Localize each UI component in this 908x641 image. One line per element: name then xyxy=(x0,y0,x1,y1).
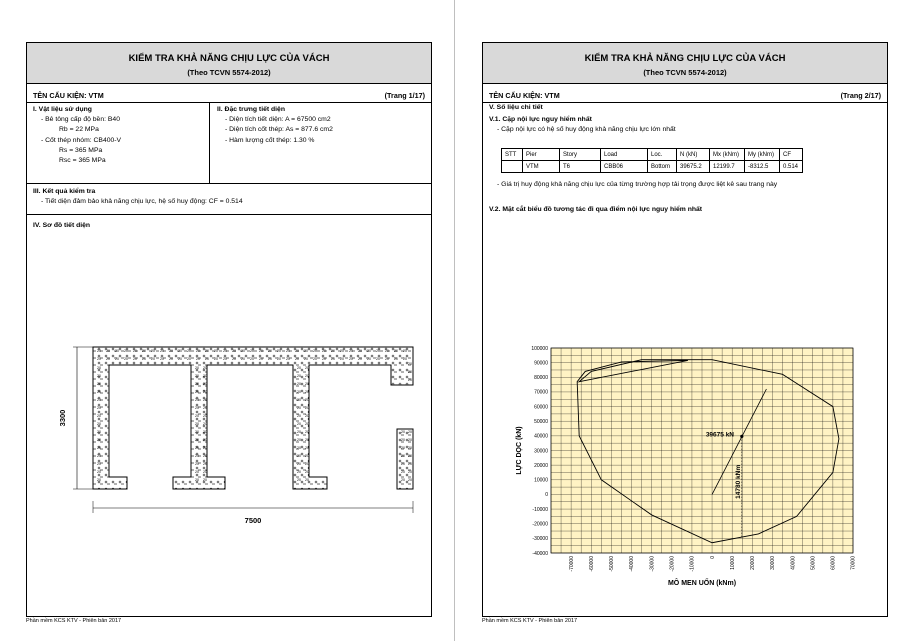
rebar-label: 20 xyxy=(408,430,412,434)
rebar-label: 20 xyxy=(97,438,101,442)
rebar-label: 20 xyxy=(223,357,227,361)
materials-heading: I. Vật liệu sử dụng xyxy=(33,106,92,113)
rebar-label: 20 xyxy=(203,382,207,386)
interaction-diagram xyxy=(483,293,887,593)
page-1-component-bar xyxy=(27,88,431,103)
rebar-label: 20 xyxy=(97,374,101,378)
table-row xyxy=(502,161,803,173)
rebar-label: 20 xyxy=(305,382,309,386)
rebar-label: 20 xyxy=(259,349,263,353)
component-name: TÊN CẤU KIỆN: VTM xyxy=(33,90,104,100)
th-mx: Mx (kNm) xyxy=(710,149,745,161)
page-number: (Trang 1/17) xyxy=(384,90,425,100)
rebar-label: 20 xyxy=(304,349,308,353)
rebar-label: 20 xyxy=(241,357,245,361)
v1-note: - Giá trị huy động khả năng chịu lực của từng trường hợp tải trọng được liệt kê sau trang này xyxy=(497,181,778,188)
y-tick-label: 100000 xyxy=(531,345,548,352)
y-tick-label: -10000 xyxy=(532,506,548,513)
v1-heading: V.1. Cặp nội lực nguy hiểm nhất xyxy=(489,116,592,124)
rebar-label: 20 xyxy=(305,398,309,402)
rebar-label: 20 xyxy=(97,430,101,434)
td-my: -8312.5 xyxy=(745,161,780,173)
y-tick-label: -40000 xyxy=(532,550,548,557)
rebar-label: 20 xyxy=(305,454,309,458)
wall-section-outline xyxy=(93,347,413,489)
rebar-label: 20 xyxy=(133,349,137,353)
rebar-label: 20 xyxy=(408,378,412,382)
x-tick-label: 10000 xyxy=(729,556,736,570)
rebar-label: 20 xyxy=(203,454,207,458)
page-2-subtitle: (Theo TCVN 5574-2012) xyxy=(643,68,727,77)
page-1-frame xyxy=(26,42,432,617)
rebar-label: 20 xyxy=(203,430,207,434)
x-tick-labels xyxy=(569,556,857,572)
rebar-label: 20 xyxy=(297,422,301,426)
rebar-label: 20 xyxy=(305,438,309,442)
y-tick-label: 40000 xyxy=(534,433,548,440)
rebar-label: 20 xyxy=(97,454,101,458)
rebar-label: 20 xyxy=(385,349,389,353)
rebar-label: 20 xyxy=(232,349,236,353)
report-page-1 xyxy=(26,0,446,641)
rebar-label: 20 xyxy=(203,390,207,394)
rebar-label: 20 xyxy=(322,357,326,361)
section-v-heading: V. Số liệu chi tiết xyxy=(489,104,543,111)
steel-ratio: - Hàm lượng cốt thép: 1.30 % xyxy=(225,136,315,144)
x-tick-label: -10000 xyxy=(689,556,696,572)
th-stt: STT xyxy=(502,149,523,161)
rebar-label: 20 xyxy=(195,430,199,434)
rebar-label: 20 xyxy=(401,454,405,458)
x-tick-label: 20000 xyxy=(750,556,757,570)
rebar-label: 20 xyxy=(133,357,137,361)
rebar-label: 20 xyxy=(97,382,101,386)
section-area: - Diện tích tiết diện: A = 67500 cm2 xyxy=(225,116,331,124)
rebar-label: 20 xyxy=(305,422,309,426)
rebar-label: 20 xyxy=(297,470,301,474)
rebar-label: 20 xyxy=(203,470,207,474)
y-tick-label: 50000 xyxy=(534,419,548,426)
rebar-label: 20 xyxy=(268,349,272,353)
rebar-label: 20 xyxy=(349,349,353,353)
rebar-label: 20 xyxy=(322,349,326,353)
rebar-label: 20 xyxy=(297,406,301,410)
x-tick-label: 0 xyxy=(709,556,716,559)
rebar-label: 20 xyxy=(349,357,353,361)
load-point-label: 39675 kN xyxy=(705,431,735,439)
diagram-heading: IV. Sơ đồ tiết diện xyxy=(33,222,91,229)
rebar-label: 20 xyxy=(97,462,101,466)
rebar-label: 20 xyxy=(203,462,207,466)
page-2-frame xyxy=(482,42,888,617)
rebar-label: 20 xyxy=(331,349,335,353)
td-loc: Bottom xyxy=(648,161,677,173)
x-tick-label: 50000 xyxy=(810,556,817,570)
rebar-label: 20 xyxy=(223,349,227,353)
td-cf: 0.514 xyxy=(780,161,803,173)
rebar-label: 20 xyxy=(286,349,290,353)
rb-value: Rb = 22 MPa xyxy=(59,126,99,134)
rebar-label: 20 xyxy=(195,478,199,482)
rebar-label: 20 xyxy=(408,470,412,474)
dim-width-label: 7500 xyxy=(244,516,262,525)
rebar-label: 20 xyxy=(195,406,199,410)
page-1-header xyxy=(27,43,431,84)
rebar-label: 20 xyxy=(259,357,263,361)
rebar-label: 20 xyxy=(97,357,101,361)
rebar-label: 20 xyxy=(195,438,199,442)
rebar-label: 20 xyxy=(214,357,218,361)
rebar-label: 20 xyxy=(385,357,389,361)
rebar-label: 20 xyxy=(124,357,128,361)
rebar-label: 20 xyxy=(205,349,209,353)
rebar-label: 20 xyxy=(203,398,207,402)
materials-block xyxy=(33,105,121,166)
page-2-header xyxy=(483,43,887,84)
materials-properties-row xyxy=(27,103,431,184)
y-tick-label: 0 xyxy=(545,492,548,499)
rebar-label: 20 xyxy=(376,357,380,361)
x-tick-label: -50000 xyxy=(609,556,616,572)
rebar-label: 20 xyxy=(203,366,207,370)
rebar-label: 20 xyxy=(195,414,199,418)
rebar-label: 20 xyxy=(205,357,209,361)
td-stt xyxy=(502,161,523,173)
rebar-label: 20 xyxy=(297,462,301,466)
rebar-label: 20 xyxy=(97,390,101,394)
y-axis-label: LỰC DỌC (kN) xyxy=(516,426,523,475)
y-tick-label: 80000 xyxy=(534,375,548,382)
v2-heading: V.2. Mặt cắt biểu đồ tương tác đi qua điểm nội lực nguy hiểm nhất xyxy=(489,206,703,213)
dimension-height xyxy=(58,347,93,489)
x-tick-label: -60000 xyxy=(588,556,595,572)
page-1-footer: Phần mềm KCS KTV - Phiên bản 2017 xyxy=(26,618,122,624)
detail-section xyxy=(489,103,676,136)
component-name-2: TÊN CẤU KIỆN: VTM xyxy=(489,90,560,100)
rebar-label: 20 xyxy=(367,357,371,361)
rebar-label: 20 xyxy=(401,462,405,466)
rebar-label: 20 xyxy=(286,357,290,361)
rebar-label: 20 xyxy=(297,446,301,450)
rebar-label: 20 xyxy=(297,414,301,418)
x-tick-label: -70000 xyxy=(568,556,575,572)
rebar-label: 20 xyxy=(305,414,309,418)
rebar-label: 20 xyxy=(297,382,301,386)
rebar-label: 20 xyxy=(304,357,308,361)
rebar-label: 20 xyxy=(340,357,344,361)
rebar-label: 20 xyxy=(97,478,101,482)
rebar-label: 20 xyxy=(408,362,412,366)
th-story: Story xyxy=(560,149,601,161)
page-2-title: KIỂM TRA KHẢ NĂNG CHỊU LỰC CỦA VÁCH xyxy=(584,53,786,64)
rebar-label: 20 xyxy=(151,357,155,361)
rebar-label: 20 xyxy=(97,414,101,418)
rebar-label: 20 xyxy=(97,422,101,426)
rebar-label: 20 xyxy=(401,438,405,442)
page-1-title: KIỂM TRA KHẢ NĂNG CHỊU LỰC CỦA VÁCH xyxy=(128,53,330,64)
th-pier: Pier xyxy=(523,149,560,161)
y-tick-label: 30000 xyxy=(534,448,548,455)
rebar-label: 20 xyxy=(203,414,207,418)
dim-height-label: 3300 xyxy=(58,409,67,427)
x-tick-label: -40000 xyxy=(629,556,636,572)
rebar-label: 20 xyxy=(151,349,155,353)
rebar-label: 20 xyxy=(196,349,200,353)
rebar-label: 20 xyxy=(408,370,412,374)
rebar-label: 20 xyxy=(214,349,218,353)
result-heading: III. Kết quả kiểm tra xyxy=(33,188,96,195)
rebar-label: 20 xyxy=(195,446,199,450)
result-text: - Tiết diện đảm bảo khả năng chịu lực, hệ số huy động: CF = 0.514 xyxy=(41,198,243,206)
rebar-label: 20 xyxy=(305,430,309,434)
rebar-label: 20 xyxy=(97,406,101,410)
rebar-label: 20 xyxy=(195,390,199,394)
rebar-label: 20 xyxy=(106,357,110,361)
td-n: 39675.2 xyxy=(677,161,710,173)
rebar-label: 20 xyxy=(358,357,362,361)
rebar-label: 20 xyxy=(115,349,119,353)
rebar-label: 20 xyxy=(297,398,301,402)
rebar-label: 20 xyxy=(196,357,200,361)
rebar-label: 20 xyxy=(195,470,199,474)
rebar-label: 20 xyxy=(297,478,301,482)
rebar-label: 20 xyxy=(187,357,191,361)
rebar-label: 20 xyxy=(97,470,101,474)
rebar-label: 20 xyxy=(97,366,101,370)
rebar-label: 20 xyxy=(305,470,309,474)
rebar-label: 20 xyxy=(203,478,207,482)
rebar-label: 20 xyxy=(115,357,119,361)
rebar-label: 20 xyxy=(401,446,405,450)
rebar-label: 20 xyxy=(232,357,236,361)
rebar-label: 20 xyxy=(160,349,164,353)
td-load: CBB06 xyxy=(601,161,648,173)
x-tick-label: 60000 xyxy=(830,556,837,570)
moment-annotation: 14780 kNm xyxy=(734,464,742,499)
rebar-label: 20 xyxy=(408,462,412,466)
rebar-label: 20 xyxy=(305,366,309,370)
rebar-label: 20 xyxy=(203,374,207,378)
section-properties-block xyxy=(217,105,333,146)
rebar-label: 20 xyxy=(408,478,412,482)
steel-area: - Diện tích cốt thép: As = 877.6 cm2 xyxy=(225,126,333,134)
rebar-label: 20 xyxy=(408,446,412,450)
x-tick-label: 30000 xyxy=(770,556,777,570)
rebar-label: 20 xyxy=(401,470,405,474)
rebar-label: 20 xyxy=(250,349,254,353)
section-properties-heading: II. Đặc trưng tiết diện xyxy=(217,106,285,113)
rsc-value: Rsc = 365 MPa xyxy=(59,156,106,164)
rebar-label: 20 xyxy=(195,398,199,402)
th-cf: CF xyxy=(780,149,803,161)
td-mx: 12199.7 xyxy=(710,161,745,173)
x-tick-label: 70000 xyxy=(850,556,857,570)
rebar-label: 20 xyxy=(97,446,101,450)
rebar-label: 20 xyxy=(297,374,301,378)
y-tick-label: 20000 xyxy=(534,462,548,469)
page-1-subtitle: (Theo TCVN 5574-2012) xyxy=(187,68,271,77)
rebar-label: 20 xyxy=(295,357,299,361)
rebar-label: 20 xyxy=(305,406,309,410)
rebar-label: 20 xyxy=(97,349,101,353)
rebar-label: 20 xyxy=(313,349,317,353)
rebar-label: 20 xyxy=(408,438,412,442)
y-tick-label: 10000 xyxy=(534,477,548,484)
rebar-label: 20 xyxy=(97,398,101,402)
concrete-grade: - Bê tông cấp độ bền: B40 xyxy=(41,116,120,124)
y-tick-label: 60000 xyxy=(534,404,548,411)
rebar-label: 20 xyxy=(268,357,272,361)
rebar-label: 20 xyxy=(106,349,110,353)
rebar-label: 20 xyxy=(160,357,164,361)
rebar-label: 20 xyxy=(305,478,309,482)
rebar-label: 20 xyxy=(169,357,173,361)
rebar-label: 20 xyxy=(250,357,254,361)
rebar-label: 20 xyxy=(401,478,405,482)
th-n: N (kN) xyxy=(677,149,710,161)
rebar-label: 20 xyxy=(403,357,407,361)
rebar-label: 20 xyxy=(358,349,362,353)
rebar-label: 20 xyxy=(241,349,245,353)
x-tick-label: -20000 xyxy=(669,556,676,572)
rebar-label: 20 xyxy=(376,349,380,353)
rebar-label: 20 xyxy=(203,438,207,442)
dimension-width xyxy=(93,501,413,525)
rebar-label: 20 xyxy=(297,390,301,394)
rebar-label: 20 xyxy=(305,374,309,378)
rebar-label: 20 xyxy=(203,406,207,410)
td-pier: VTM xyxy=(523,161,560,173)
rebar-label: 20 xyxy=(305,446,309,450)
rebar-label: 20 xyxy=(401,430,405,434)
rebar-label: 20 xyxy=(169,349,173,353)
rebar-label: 20 xyxy=(195,374,199,378)
rebar-label: 20 xyxy=(305,462,309,466)
y-tick-label: -20000 xyxy=(532,521,548,528)
x-axis-label: MÔ MEN UỐN (kNm) xyxy=(667,580,737,587)
rebar-label: 20 xyxy=(295,349,299,353)
rebar-label: 20 xyxy=(340,349,344,353)
rebar-label: 20 xyxy=(195,462,199,466)
y-tick-label: 90000 xyxy=(534,360,548,367)
th-my: My (kNm) xyxy=(745,149,780,161)
rebar-label: 20 xyxy=(187,349,191,353)
page-separator xyxy=(454,0,455,641)
load-point xyxy=(740,435,743,438)
y-tick-label: -30000 xyxy=(532,536,548,543)
force-table xyxy=(501,148,803,173)
rebar-label: 20 xyxy=(124,349,128,353)
rs-value: Rs = 365 MPa xyxy=(59,146,103,154)
rebar-label: 20 xyxy=(313,357,317,361)
table-header-row xyxy=(502,149,803,161)
rebar-label: 20 xyxy=(277,349,281,353)
rebar-label: 20 xyxy=(203,422,207,426)
rebar-label: 20 xyxy=(203,446,207,450)
rebar-label: 20 xyxy=(297,366,301,370)
th-load: Load xyxy=(601,149,648,161)
rebar-label: 20 xyxy=(408,454,412,458)
rebar-label: 20 xyxy=(394,349,398,353)
rebar-label: 20 xyxy=(305,390,309,394)
rebar-label: 20 xyxy=(142,349,146,353)
page-number-2: (Trang 2/17) xyxy=(840,90,881,100)
rebar-label: 20 xyxy=(331,357,335,361)
x-tick-label: 40000 xyxy=(790,556,797,570)
rebar-label: 20 xyxy=(195,454,199,458)
rebar-label: 20 xyxy=(394,357,398,361)
page-2-component-bar xyxy=(483,88,887,103)
rebar-label: 20 xyxy=(297,454,301,458)
y-tick-labels xyxy=(531,346,548,557)
report-page-2 xyxy=(482,0,902,641)
page-2-footer: Phần mềm KCS KTV - Phiên bản 2017 xyxy=(482,618,578,624)
rebar-label: 20 xyxy=(178,349,182,353)
rebar-label: 20 xyxy=(195,382,199,386)
th-loc: Loc. xyxy=(648,149,677,161)
rebar-label: 20 xyxy=(277,357,281,361)
rebar-label: 20 xyxy=(297,430,301,434)
rebar-label: 20 xyxy=(178,357,182,361)
v1-text: - Cặp nội lực có hệ số huy động khả năng chịu lực lớn nhất xyxy=(497,126,676,134)
rebar-label: 20 xyxy=(142,357,146,361)
steel-grade: - Cốt thép nhóm: CB400-V xyxy=(41,136,122,144)
rebar-label: 20 xyxy=(195,366,199,370)
rebar-label: 20 xyxy=(403,349,407,353)
rebar-label: 20 xyxy=(367,349,371,353)
td-story: T6 xyxy=(560,161,601,173)
rebar-label: 20 xyxy=(297,438,301,442)
result-row xyxy=(27,184,431,215)
rebar-label: 20 xyxy=(195,422,199,426)
section-diagram xyxy=(27,333,431,533)
x-tick-label: -30000 xyxy=(649,556,656,572)
y-tick-label: 70000 xyxy=(534,389,548,396)
